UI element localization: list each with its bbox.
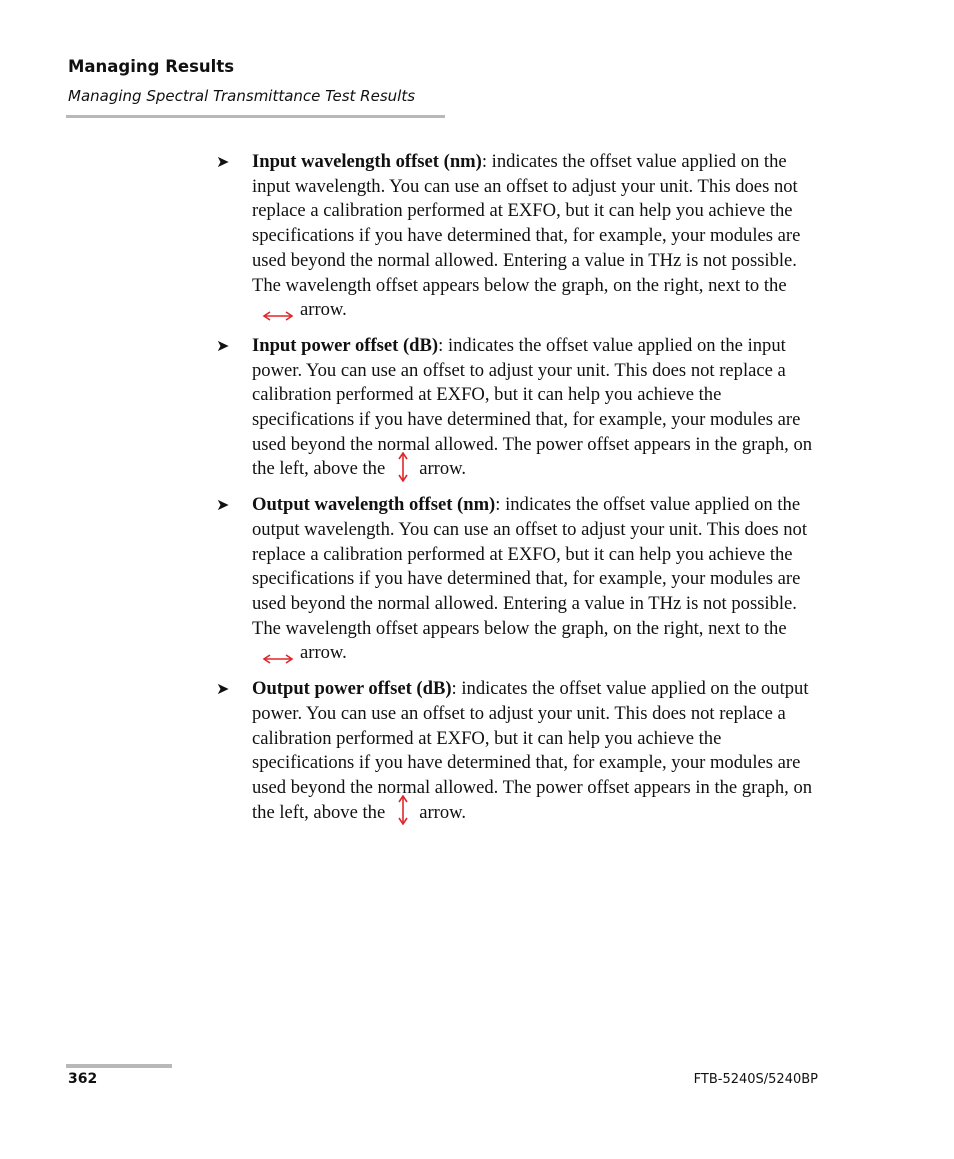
bullet-text: : indicates the offset value applied on the input wavelength. You can use an offset to adjust your unit. This does not replace a calibration performed at EXFO, but it can help you achieve the specifications if you have determined that, for example, your modules are used beyond the normal allowed. Entering a value in THz is not possible. The wavelength offset appears below the graph, on the right, next to the (252, 151, 801, 296)
header-divider (66, 115, 445, 118)
horizontal-double-arrow-icon (262, 305, 294, 317)
bullet-marker-icon: ➤ (216, 495, 230, 515)
bullet-after: arrow. (419, 458, 467, 480)
bullet-input-wavelength-offset (216, 150, 820, 323)
product-model: FTB-5240S/5240BP (693, 1072, 818, 1087)
bullet-output-wavelength-offset (216, 493, 820, 666)
bullet-text: : indicates the offset value applied on the input power. You can use an offset to adjust your unit. This does not replace a calibration performed at EXFO, but it can help you achieve the specifications if you have determined that, for example, your modules are used beyond the normal allowed. The power offset appears in the graph, on the left, above the (252, 334, 813, 480)
bullet-output-power-offset (216, 677, 820, 825)
vertical-double-arrow-icon (397, 795, 409, 825)
bullet-after: arrow. (300, 642, 347, 664)
bullet-text: : indicates the offset value applied on the output wavelength. You can use an offset to adjust your unit. This does not replace a calibration performed at EXFO, but it can help you achieve the specifications if you have determined that, for example, your modules are used beyond the normal allowed. Entering a value in THz is not possible. The wavelength offset appears below the graph, on the right, next to the (252, 494, 808, 639)
footer-divider (66, 1064, 172, 1068)
horizontal-double-arrow-icon (262, 648, 294, 660)
bullet-text: : indicates the offset value applied on the output power. You can use an offset to adjust your unit. This does not replace a calibration performed at EXFO, but it can help you achieve the specifications if you have determined that, for example, your modules are used beyond the normal allowed. The power offset appears in the graph, on the left, above the (252, 678, 813, 823)
bullet-after: arrow. (419, 801, 467, 823)
bullet-term: Input wavelength offset (nm) (252, 151, 482, 172)
bullet-term: Output power offset (dB) (252, 678, 452, 700)
bullet-marker-icon: ➤ (216, 152, 230, 171)
bullet-term: Input power offset (dB) (252, 334, 439, 356)
page-number: 362 (68, 1071, 98, 1087)
bullet-term: Output wavelength offset (nm) (252, 494, 496, 516)
section-subtitle: Managing Spectral Transmittance Test Results (68, 87, 416, 105)
bullet-marker-icon: ➤ (216, 335, 230, 355)
bullet-marker-icon: ➤ (216, 679, 230, 699)
bullet-input-power-offset (216, 334, 820, 482)
section-title: Managing Results (68, 57, 235, 76)
bullet-after: arrow. (300, 299, 347, 321)
bullet-list (216, 150, 820, 836)
vertical-double-arrow-icon (397, 452, 409, 482)
